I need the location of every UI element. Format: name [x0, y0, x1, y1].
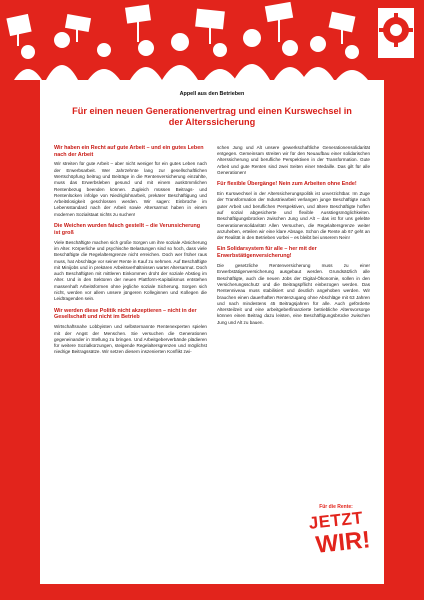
section-paragraph: Viele Beschäftigte machen sich große Sorgen um ihre soziale Absicherung im Alter. Körperliche und psychische Belastungen sind so hoch, dass viele Beschäftigte die Regelaltersgrenze nicht erreichen. Doch wer früher raus muss, hat Abschläge vor seiner Rente in Kauf zu nehmen. Auf Beschäftigte mit Minijobs und in prekären Arbeitsverhältnissen wartet Altersarmut. Doch auch Beschäftigten mit mittleren Einkommen droht der soziale Abstieg im Alter. Und in den Sektoren der neuen Plattform-Kapitalismus entstehen massenhaft Arbeitsformen ohne jegliche soziale Sicherung. Sorgen sich nicht, werden vor allem unsere jüngeren Kolleginnen und Kollegen die Leidtragenden sein. [54, 239, 207, 302]
document-title: Für einen neuen Generationenvertrag und einen Kurswechsel in der Alterssicherung [72, 106, 352, 128]
section-paragraph: Die gesetzliche Rentenversicherung muss zu einer Erwerbstätigenversicherung ausgebaut werden. Grundsätzlich alle Beschäftigte, auch die neuen Jobs der Digital-Ökonomie, sollen in den Versicherungsschutz und die Beitragspflicht einbezogen werden. Das Rentenniveau muss stabilisiert und deutlich angehoben werden. Wir brauchen einen dauerhaften Rentenzugang ohne Abschläge mit 63 Jahren und nach mindestens 45 Beitragsjahren für alle. Auch geförderte Altersteilzeit und eine arbeitgeberfinanzierte betriebliche Altersvorsorge können einen Beitrag dazu leisten, eine Beschäftigungsbrücke zwischen Jung und Alt zu bauen. [217, 263, 370, 325]
badge-subtitle: Für die Rente: [319, 504, 353, 510]
document-kicker: Appell aus den Betrieben [179, 91, 245, 97]
people-with-signs-illustration [0, 0, 424, 80]
left-column [54, 145, 207, 361]
section-heading: Die Weichen wurden falsch gestellt – die Verunsicherung ist groß [54, 223, 201, 236]
section-heading: Für flexible Übergänge! Nein zum Arbeiten ohne Ende! [217, 181, 357, 188]
campaign-badge [288, 480, 384, 584]
ig-metall-logo [376, 6, 416, 62]
section-paragraph: Wirtschaftsnahe Lobbyisten und selbsternannte Rentenexperten spielen mit der Angst der Menschen. Sie versuchen die Generationen gegeneinander in Stellung zu bringen. Und Arbeitgeberverbände plädieren für weitere Sozialkürzungen, steigende Regelaltersgrenzen und möglichst niedrige Beitragssätze. Wir setzen diesem inszenierten Konflikt zwi- [54, 324, 207, 355]
badge-slogan-line2: WIR! [314, 526, 372, 559]
right-column [217, 145, 370, 361]
text-columns [54, 145, 370, 361]
section-heading: Wir haben ein Recht auf gute Arbeit – und ein gutes Leben nach der Arbeit [54, 144, 204, 158]
appeal-document [40, 80, 384, 584]
section-heading: Ein Solidarsystem für alle – her mit der Erwerbstätigenversicherung! [217, 246, 317, 260]
badge-slogan-line1: JETZT [307, 508, 365, 533]
section-heading: Wir werden diese Politik nicht akzeptieren – nicht in der Gesellschaft und nicht im Betrieb [54, 307, 197, 321]
section-paragraph: Wir streiten für gute Arbeit – aber nicht weniger für ein gutes Leben nach der Erwerbsarbeit. Wer Jahrzehnte lang zur gesellschaftlichen Wertschöpfung beitrug und Beiträge in die Rentenversicherung einzahlte, muss das Erwerbsleben gesund und mit einem auskömmlichen Rentenbezug beenden können. Zugleich müssen Beitrags- und Rentenlücken infolge von Niedriglohnarbeit, prekärer Beschäftigung und Arbeitslosigkeit geschlossen werden. Wir sagen: Einbrüche im Lebensstandard nach der Arbeit sowie Altersarmut haben in einem modernen Sozialstaat nichts zu suchen! [54, 161, 207, 217]
section-paragraph: schen Jung und Alt unsere gewerkschaftliche Generationensolidarität entgegen. Gemeinsam streiten wir für den Neuaufbau einer solidarischen Alterssicherung und berufliche Perspektiven in der Transformation. Gute Arbeit und gute Renten sind zwei Seiten einer Medaille. Das gilt für alle Generationen! [217, 144, 370, 175]
section-paragraph: Ein Kurswechsel in der Alterssicherungspolitik ist unverzichtbar. Im Zuge der Transformation der Industriearbeit verlangen junge Beschäftigte nach guter Arbeit und beruflichen Perspektiven, und ältere Beschäftigte hoffen auf sozial abgesicherte und flexible Ausstiegsmöglichkeiten. Beschäftigungsbrücken zwischen Jung und Alt – das ist für uns gelebte Generationensolidarität! Allen Versuchen, die Regelaltersgrenze weiter anzuheben, erteilen wir eine klare Absage. Schon die Rente ab 67 geht an der Realität in den Betrieben vorbei – es bleibt bei unserem Nein! [217, 191, 370, 241]
